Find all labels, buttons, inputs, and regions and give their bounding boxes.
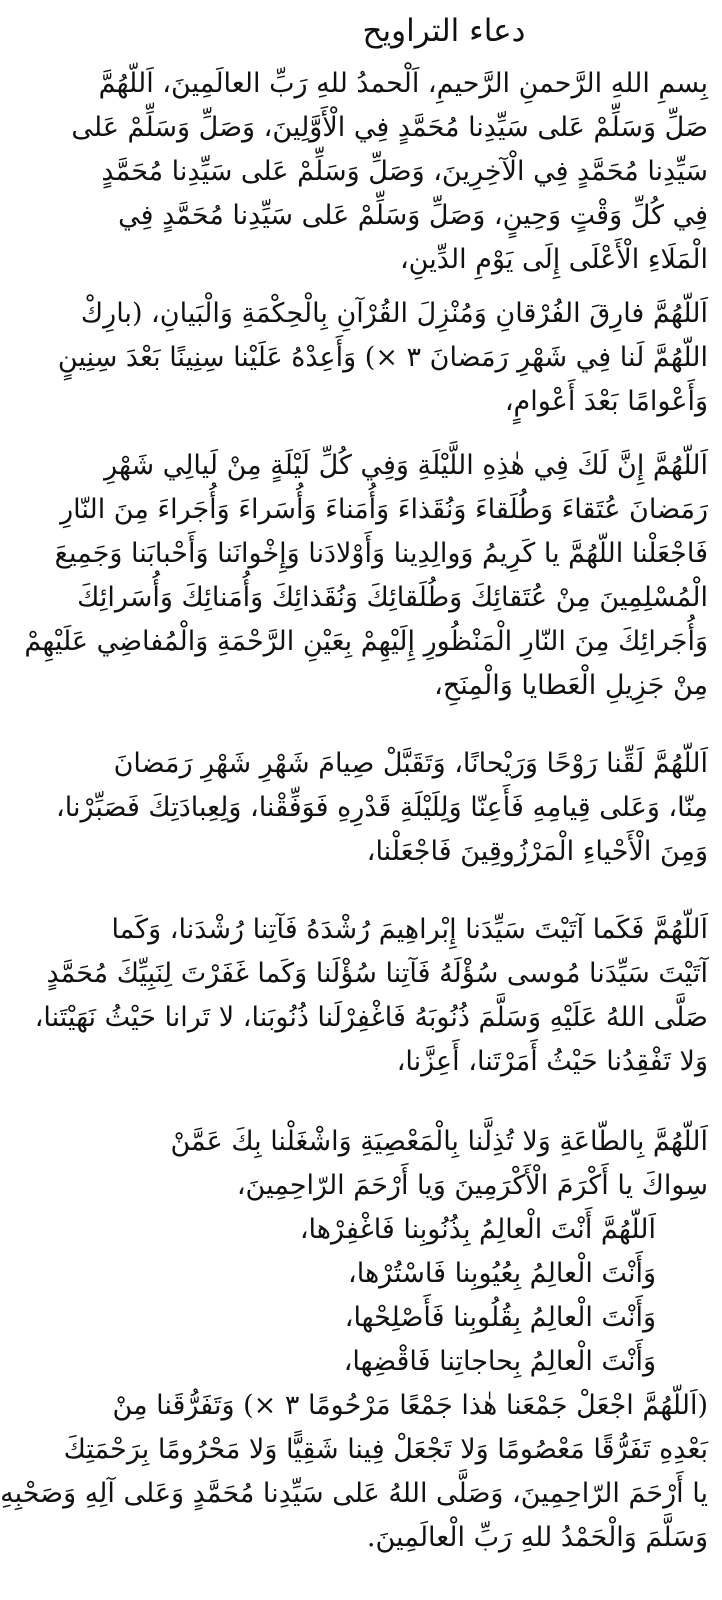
text-line: وَلا تَفْقِدُنا حَيْثُ أَمَرْتَنا، أَعِزَّنا،: [396, 1046, 708, 1077]
text-line: الْمُسْلِمِينَ مِنْ عُتَقائِكَ وَطُلَقائِكَ وَنُقَذائِكَ وَأُمَنائِكَ وَأُسَرائِكَ: [77, 582, 708, 613]
indented-line: وَأَنْتَ الْعالِمُ بِقُلُوبِنا فَأَصْلِحْها،: [344, 1302, 656, 1333]
text-line: وَسَلَّمَ وَالْحَمْدُ للهِ رَبِّ الْعالَمِينَ.: [366, 1522, 708, 1553]
text-line: فَاجْعَلْنا اللّهُمَّ يا كَرِيمُ وَوالِدِينا وَأَوْلادَنا وَإِخْوانَنا وَأَحْبابَنا وَجَمِيعَ: [54, 538, 708, 569]
indented-line: وَأَنْتَ الْعالِمُ بِعُيُوبِنا فَاسْتُرْها،: [348, 1258, 656, 1289]
text-line: اَللّهُمَّ فارِقَ الفُرْقانِ وَمُنْزِلَ القُرْآنِ بِالْحِكْمَةِ وَالْبَيانِ، (بارِكْ: [80, 298, 708, 329]
text-line: اَللّهُمَّ بِالطّاعَةِ وَلا تُذِلَّنا بِالْمَعْصِيَةِ وَاشْغَلْنا بِكَ عَمَّنْ: [170, 1126, 708, 1157]
text-line: بَعْدِهِ تَفَرُّقًا مَعْصُومًا وَلا تَجْعَلْ فِينا شَقِيًّا وَلا مَحْرُومًا بِرَحْمَتِكَ: [63, 1434, 708, 1465]
text-line: فِي كُلِّ وَقْتٍ وَحِينٍ، وَصَلِّ وَسَلِّمْ عَلى سَيِّدِنا مُحَمَّدٍ فِي: [118, 200, 708, 231]
indented-line: وَأَنْتَ الْعالِمُ بِحاجاتِنا فَاقْضِها،: [343, 1346, 656, 1377]
text-line: صَلِّ وَسَلِّمْ عَلى سَيِّدِنا مُحَمَّدٍ فِي الْأَوَّلِينَ، وَصَلِّ وَسَلِّمْ عَلى: [71, 112, 708, 143]
text-line: يا أَرْحَمَ الرّاحِمِينَ، وَصَلَّى اللهُ عَلى سَيِّدِنا مُحَمَّدٍ وَعَلى آلِهِ وَصَحْبِهِ: [0, 1478, 708, 1509]
text-line: (اَللّهُمَّ اجْعَلْ جَمْعَنا هٰذا جَمْعًا مَرْحُومًا ٣ ×) وَتَفَرُّقَنا مِنْ: [112, 1390, 708, 1421]
paragraph-utaqa: [24, 444, 708, 708]
text-line: اللّهُمَّ لَنا فِي شَهْرِ رَمَضانَ ٣ ×) وَأَعِدْهُ عَلَيْنا سِنِينًا بَعْدَ سِنِينٍ: [57, 342, 708, 373]
paragraph-furqan: [57, 292, 708, 424]
paragraph-closing-dua: [0, 1120, 708, 1560]
text-line: اَللّهُمَّ لَقِّنا رَوْحًا وَرَيْحانًا، وَتَقَبَّلْ صِيامَ شَهْرِ شَهْرِ رَمَضانَ: [113, 748, 708, 779]
text-line: اَللّهُمَّ إِنَّ لَكَ فِي هٰذِهِ اللَّيْلَةِ وَفِي كُلِّ لَيْلَةٍ مِنْ لَيالِي شَهْرِ: [104, 450, 708, 481]
text-line: مِنْ جَزِيلِ الْعَطايا وَالْمِنَحِ،: [434, 670, 708, 701]
text-line: وَأُجَرائِكَ مِنَ النّارِ الْمَنْظُورِ إِلَيْهِمْ بِعَيْنِ الرَّحْمَةِ وَالْمُفاضِي عَلَيْهِمْ: [24, 626, 708, 657]
text-line: وَأَعْوامًا بَعْدَ أَعْوامٍ،: [504, 386, 708, 417]
paragraph-laqqina: [56, 742, 708, 874]
text-line: آتَيْتَ سَيِّدَنا مُوسى سُؤْلَهُ فَآتِنا سُؤْلَنا وَكَما غَفَرْتَ لِنَبِيِّكَ مُحَمَّدٍ: [46, 958, 708, 989]
document-title: دعاء التراويح: [362, 13, 526, 49]
paragraph-ibrahim: [34, 908, 708, 1084]
text-line: صَلَّى اللهُ عَلَيْهِ وَسَلَّمَ ذُنُوبَهُ فَاغْفِرْلَنا ذُنُوبَنا، لا تَرانا حَيْثُ نَهَيْتَنا،: [34, 1002, 708, 1033]
text-line: سِواكَ يا أَكْرَمَ الْأَكْرَمِينَ وَيا أَرْحَمَ الرّاحِمِينَ،: [236, 1170, 708, 1201]
indented-line: اَللّهُمَّ أَنْتَ الْعالِمُ بِذُنُوبِنا فَاغْفِرْها،: [299, 1214, 656, 1245]
text-line: بِسمِ اللهِ الرَّحمنِ الرَّحيمِ، اَلْحمدُ للهِ رَبِّ العالَمِينَ، اَللّهُمَّ: [98, 68, 708, 99]
text-line: مِنّا، وَعَلى قِيامِهِ فَأَعِنّا وَلِلَيْلَةِ قَدْرِهِ فَوَفِّقْنا، وَلِعِبادَتِكَ فَصَبِّرْنا،: [56, 792, 708, 823]
text-line: الْمَلَاءِ الْأَعْلَى إِلَى يَوْمِ الدِّينِ،: [399, 244, 708, 275]
text-line: اَللّهُمَّ فَكَما آتَيْتَ سَيِّدَنا إِبْراهِيمَ رُشْدَهُ فَآتِنا رُشْدَنا، وَكَما: [111, 914, 708, 945]
text-line: وَمِنَ الْأَحْياءِ الْمَرْزُوقِينَ فَاجْعَلْنا،: [366, 836, 708, 867]
paragraph-basmala: [71, 62, 708, 282]
text-line: سَيِّدِنا مُحَمَّدٍ فِي الْآخِرِينَ، وَصَلِّ وَسَلِّمْ عَلى سَيِّدِنا مُحَمَّدٍ: [101, 156, 708, 187]
text-line: رَمَضانَ عُتَقاءَ وَطُلَقاءَ وَنُقَذاءَ وَأُمَناءَ وَأُسَراءَ وَأُجَراءَ مِنَ النّارِ: [60, 494, 708, 525]
